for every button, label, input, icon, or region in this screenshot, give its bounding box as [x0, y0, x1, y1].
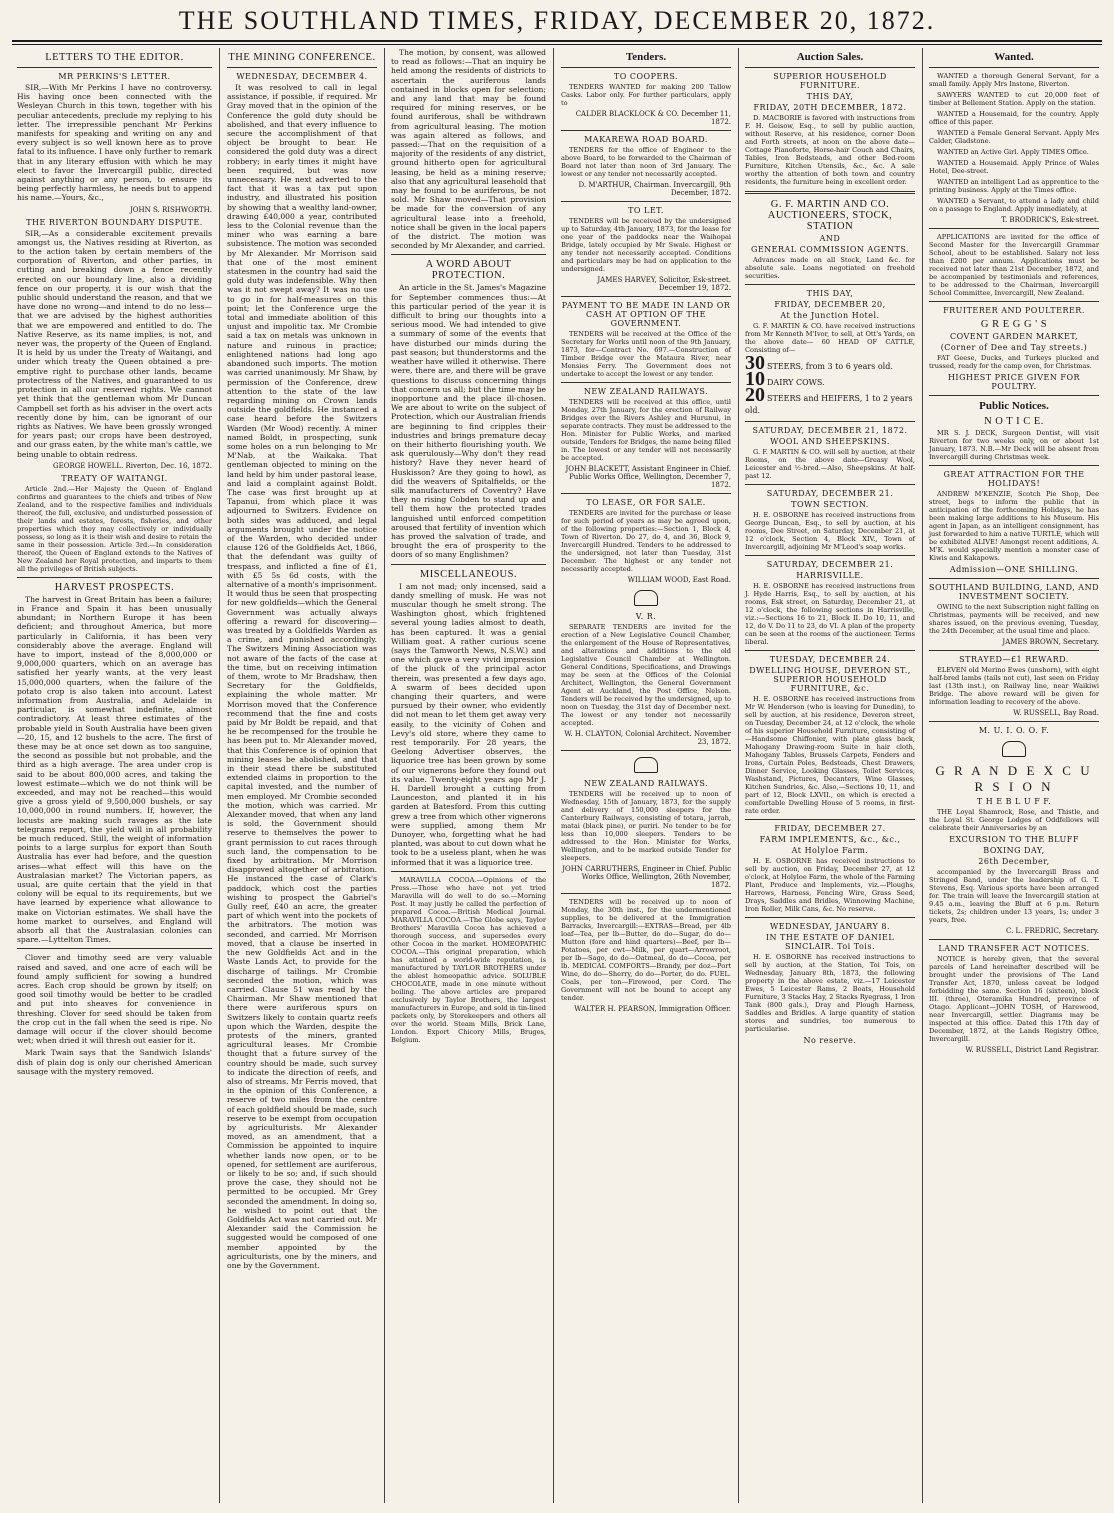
wanted-ad: WANTED a Housemaid. Apply Prince of Wales Hotel, Dee-street. — [929, 159, 1099, 175]
signature: C. L. FREDRIC, Secretary. — [1005, 927, 1099, 935]
advert-heading: G. F. MARTIN AND CO. AUCTIONEERS, STOCK, STATION — [767, 199, 893, 232]
advert-date: SATURDAY, DECEMBER 21. — [766, 489, 894, 498]
advert-body: H. E. OSBORNE has received instructions to sell by auction, on Friday, December 27, at 12 o'clock, at Holyloe Farm, the whole of the Farming Plant, Produce and Implements, viz.—Ploughs, Harrows, Harness, Fencing Wire, Grass Seed, Drays, Saddles and Bridles, Winnowing Machine, Iron Roller, Milk Cans, &c. No reserve. — [745, 857, 915, 913]
advert-heading: WOOL AND SHEEPSKINS. — [770, 437, 890, 446]
advert-date: FRIDAY, DECEMBER 27. — [774, 824, 886, 833]
wanted-ad: SAWYERS WANTED to cut 20,000 feet of timber at Bellement Station. Apply on the station. — [929, 91, 1099, 107]
advert-body: FAT Geese, Ducks, and Turkeys plucked and trussed, ready for the camp oven, for Christmas. — [929, 354, 1099, 370]
vr-mark: V. R. — [635, 612, 657, 621]
article-heading: MISCELLANEOUS. — [419, 568, 518, 580]
advert-footer: HIGHEST PRICE GIVEN FOR POULTRY. — [947, 373, 1081, 391]
advert-heading: HARRISVILLE. — [796, 571, 864, 580]
article-heading: HARVEST PROSPECTS. — [54, 581, 175, 593]
advert-subheading: T H E B L U F F. — [976, 797, 1052, 806]
article-body: It was resolved to call in legal assistance, if possible, if required. Mr Gray moved that in the opinion of the Conference the gold duty should be abolished, and that every influence to secure the accomplishment of that object be brought to bear. He considered the gold duty was a direct robbery; in early times it might have been required, but was now unnecessary. He next adverted to the fact that it was a tax put upon industry, and illustrated his position by showing that a wealthy land-owner, drawing £40,000 a year, contributed less to the Colonial revenue than the miner who was earning a bare subsistence. The motion was seconded by Mr Alexander. Mr Morrison said that one of the most eminent statesmen in the country had said the gold duty was indefensible. Why then was it not swept away? It was no use to go in for half-measures on this point; let the Conference urge the total and immediate abolition of this unjust and impolitic tax. Mr Crombie said a tax on metals was unknown in nature and ruinous in practice; enlightened nations had long ago abandoned such imports. The motion was carried unanimously. Mr Shaw, by permission of the Conference, drew attention to the state of the law regarding mining on Crown lands outside the goldfields. He instanced a case heard before the Switzers Warden (Mr Wood) recently. A miner named Boldt, in prospecting, sunk some holes on a run belonging to Mr M'Nab, at the Waikaka. That gentleman objected to mining on the land held by him under pastoral lease, and laid a complaint against Boldt. The case was first brought up at Tapanui, from which place it was adjourned to Switzers. Evidence on both sides was adduced, and legal arguments brought under the notice of the Warden, who decided under clause 126 of the Goldfields Act, 1866, that the defendant was guilty of trespass, and inflicted a fine of £1, with £5 5s 6d costs, with the alternative of a month's imprisonment. It would thus be seen that prospecting for new goldfields—which the General Government was actually always offering a reward for discovering—was treated by a Goldfields Warden as a crime, and punished accordingly. The Switzers Mining Association was not aware of the facts of the case at the time, but on receiving intimation of them, wrote to Mr Bradshaw, then Secretary for the Goldfields, explaining the whole matter. Mr Morrison moved that the Conference recommend that the fine and costs paid by Mr Boldt be repaid, and that he be recompensed for the trouble he has been put to. Mr Alexander moved, that this Conference is of opinion that mining leases be abolished, and that in their stead there be substituted extended claims in proportion to the capital invested, and the number of men employed. Mr Crombie seconded the motion, which was carried. Mr Alexander moved, that when any land is sold, the Government should reserve to themselves the power to grant permission to cut races through such land, the compensation to be fixed by arbitration. Mr Morrison disapproved altogether of arbitration. He instanced the case of Clark's paddock, which cost the parties wishing to prospect the Gabriel's Gully reef, £40 an acre, the greater part of which went into the pockets of the arbitrators. The motion was seconded, and carried. Mr Morrison moved, that a clause be inserted in the new Goldfields Act and in the Waste Lands Act, to provide for the discharge of tailings. Mr Crombie seconded the motion, which was carried. Clause 51 was read by the Chairman. Mr Shaw mentioned that there were auriferous spurs on Switzers likely to contain quartz reefs upon which the Warden, despite the protests of the miners, granted agricultural leases. Mr Crombie thought that a future survey of the country should be made, such survey to indicate the direction of reefs, and also of streams. Mr Ferris moved, that in the opinion of this Conference, a reserve of two miles from the centre of each goldfield should be made, such reserve to be exempt from occupation by agriculturists. Mr Alexander moved, as an amendment, that a Commission be appointed to inquire whether lands now open, or to be opened, for settlement are auriferous, or likely to be so; and, if such should prove the case, they should not be permitted to be occupied. Mr Grey seconded the amendment. In doing so, he wished to point out that the Goldfields Act was not carried out. Mr Alexander said the Commission he suggested would be composed of one member appointed by the agriculturists, one by the miners, and one by the Government. — [227, 83, 377, 1270]
advert-date: WEDNESDAY, JANUARY 8. — [770, 922, 890, 931]
advert-heading: PAYMENT TO BE MADE IN LAND OR CASH AT OPTION OF THE GOVERNMENT. — [561, 301, 731, 328]
masthead: THE SOUTHLAND TIMES, FRIDAY, DECEMBER 20, 1872. — [178, 6, 936, 35]
wanted-ad: WANTED a Servant, to attend a lady and child on a passage to England. Apply immediately, at — [929, 197, 1099, 213]
advert-body: accompanied by the Invercargill Brass and Stringed Band, under the leadership of G. T. Stevens, Esq. Various sports have been arranged for. The train will leave the Invercargill station at 9.45 a.m., leaving the Bluff at 6 p.m. Return tickets, 2s; children under 13 years, 1s; under 3 years, free. — [929, 868, 1099, 924]
category-heading: Wanted. — [994, 51, 1034, 63]
column-auctions — [740, 48, 920, 1503]
cattle-desc: DAIRY COWS. — [767, 378, 825, 387]
advert-heading: DWELLING HOUSE, DEVERON ST., SUPERIOR HOUSEHOLD FURNITURE, &c. — [749, 666, 911, 693]
column-divider — [219, 48, 220, 1503]
advert-body: ELEVEN old Merino Ewes (unshorn), with eight half-bred lambs (tails not cut), last seen on Friday last (13th inst.), on Railway line, near Waikiwi Bridge. The above reward will be given for information leading to recovery of the above. — [929, 666, 1099, 706]
advert-date: THIS DAY, — [806, 289, 854, 298]
signature: JOHN BLACKETT, Assistant Engineer in Chief. Public Works Office, Wellington, December 7, 1872. — [565, 465, 731, 489]
signature: JAMES BROWN, Secretary. — [1002, 638, 1099, 646]
article-heading: THE RIVERTON BOUNDARY DISPUTE. — [26, 217, 203, 227]
column-letters — [12, 48, 217, 1503]
advert-body: SEPARATE TENDERS are invited for the erection of a New Legislative Council Chamber, the enlargement of the House of Representatives, and alterations and additions to the old Legislative Council Chamber at Wellington. General Conditions, Specifications, and Drawings may be seen at the Offices of the Colonial Architect, Wellington, the General Government Agent at Auckland, the Post Office, Nelson. Tenders will be received by the undersigned, up to noon on Tuesday, the 31st day of December next. The lowest or any tender not necessarily accepted. — [561, 623, 731, 727]
advert-heading: G R A N D E X C U R S I O N — [935, 763, 1093, 794]
advert-subheading: BOXING DAY, — [983, 846, 1045, 855]
wanted-ad: WANTED an intelligent Lad as apprentice to the printing business. Apply at the Times office. — [929, 178, 1099, 194]
advert-heading: NEW ZEALAND RAILWAYS. — [583, 779, 709, 788]
wanted-ad: WANTED a thorough General Servant, for a small family. Apply Mrs Instone, Riverton. — [929, 72, 1099, 88]
advert-heading: FARM IMPLEMENTS, &c., &c., — [759, 835, 901, 844]
advert-body: TENDERS will be received up to noon of Monday, the 30th inst., for the undermentioned supplies, to be delivered at the Immigration Barracks, Invercargill:—EXTRAS—Bread, per 4lb loaf—Tea, per lb—Butter, do do—Sugar, do do—Mutton (fore and hind quarters)—Beef, per lb—Potatoes, per cwt—Milk, per quart—Arrowroot, per lb—Sago, do do—Oatmeal, do do—Cocoa, per lb. MEDICAL COMFORTS—Brandy, per doz—Port Wine, do do—Sherry, do do—Porter, do do. FUEL. Coals, per ton—Firewood, per Cord. The Government will not be bound to accept any tender. — [561, 898, 731, 1002]
advert-body: TENDERS WANTED for making 200 Tallow Casks. Labor only. For further particulars, apply to — [561, 83, 731, 107]
article-body: An article in the St. James's Magazine for September commences thus:—At this particular period of the year it is difficult to bring our thoughts into a serious mood. We had intended to give a summary of some of the events that have disturbed our minds during the past season; but thunderstorms and the weather have willed it otherwise. There were, there are, and there will be grave questions to discuss concerning things that concern us all; but the time may be inopportune and the place ill-chosen. We are about to write on the subject of Protection, which our Australian friends are beginning to find cripples their industries and brings premature decay on their hitherto flourishing youth. We ask querulously—Why don't they read history? Have they never heard of Huskisson? Are they going to howl, as did the weavers of Spitalfields, or the silk manufacturers of Coventry? Have they no rising Cobden to stand up and tell them how the protected trades languished until enforced competition aroused that fertility of invention which has proved the salvation of trade, and brought the era of prosperity to the doors of so many Englishmen? — [391, 283, 546, 560]
signature: D. M'ARTHUR, Chairman. Invercargill, 9th December, 1872. — [578, 181, 731, 197]
advert-heading: G R E G G ' S — [980, 319, 1048, 330]
advert-body: TENDERS will be received at this office, until Monday, 27th January, for the erection of Railway Bridges over the Rivers Ashley and Hurunui, in separate contracts. They must be addressed to the Hon. Minister for Public Works, and marked outside, Tenders for Bridges, the name being filled in. The lowest or any tender will not necessarily be accepted. — [561, 398, 732, 462]
cattle-count: 10 — [745, 368, 765, 390]
article-heading: TREATY OF WAITANGI. — [61, 473, 168, 483]
advert-body: ANDREW M'KENZIE, Scotch Pie Shop, Dee street, begs to inform the public that in anticipation of the forthcoming Holidays, he has been making large additions to his Museum. His agent in Japan, as an intelligent consignment, has just forwarded to him a native TURTLE, which will be exhibited ALIVE! Amongst recent additions, A. M'K. would specially mention a monster case of Kiwis and Kakapows. — [929, 490, 1099, 562]
column-divider — [384, 48, 385, 1503]
signature: W. RUSSELL, District Land Registrar. — [965, 1046, 1099, 1054]
signature: W. RUSSELL, Bay Road. — [1013, 709, 1099, 717]
advert-subheading: AND — [819, 234, 841, 243]
column-divider — [922, 48, 923, 1503]
advert-heading: LAND TRANSFER ACT NOTICES. — [938, 944, 1090, 953]
advert-subheading: COVENT GARDEN MARKET, — [949, 332, 1079, 341]
article-body: Mark Twain says that the Sandwich Islands' dish of plain dog is only our cherished American sausage with the mystery removed. — [17, 1048, 212, 1076]
column-mining — [222, 48, 382, 1503]
masthead-rule — [12, 40, 1102, 42]
advert-footer: Admission—ONE SHILLING. — [949, 565, 1079, 574]
advert-heading: N O T I C E. — [984, 416, 1044, 427]
royal-crest-icon — [561, 757, 731, 773]
cattle-count: 20 — [745, 384, 765, 406]
advert-heading: TOWN SECTION. — [791, 500, 869, 509]
column-wanted — [924, 48, 1104, 1503]
article-body: Clover and timothy seed are very valuable raised and saved, and one acre of each will be found amply sufficient for sowing a hundred acres. Each crop should be grown by itself; on good soil timothy would be better to be cradled and put into sheaves for convenience in threshing. Clover for seed should be taken from the crop cut in the fall when the seed is ripe. No damage will occur if the clover should become wet; when dried it will thresh out easier for it. — [17, 953, 212, 1046]
advert-heading: TO LET. — [628, 206, 664, 215]
advert-body: TENDERS for the office of Engineer to the above Board, to be forwarded to the Chairman of Board not later than noon of 3rd January. The lowest or any tender not necessarily accepted. — [561, 146, 731, 178]
advert-body: H. E. OSBORNE has received instructions from Mr W. Henderson (who is leaving for Dunedin), to sell by auction, at his residence, Deveron street, on Tuesday, December 24, at 12 o'clock, the whole of his superior Household Furniture, consisting of—Handsome Chiffonier, with plate glass back, Mahogany Drawing-room Suite in hair cloth, Mahogany Tables, Brussels Carpets, Fenders and Irons, Curtain Poles, Bedsteads, Chest Drawers, Dinner Service, Looking Glasses, Toilet Services, Washstand, Pictures, Decanters, Wine Glasses, Kitchen Sundries, &c. Also,—Sections 10, 11, and part of 12, Block LXVII., on which is erected a comfortable Dwelling House of 5 rooms, in first-rate order. — [745, 695, 915, 815]
advert-date: TUESDAY, DECEMBER 24. — [769, 655, 891, 664]
article-heading: MR PERKINS'S LETTER. — [58, 72, 171, 81]
cattle-list — [745, 352, 915, 417]
advert-body: H. E. OSBORNE has received instructions to sell by auction, at the Station, Toi Tois, on Wednesday, January 8th, 1873, the following property in the above estate, viz.—17 Leicester Ewes, 5 Leicester Rams, 2 Boats, Household Furniture, 3 Stacks Hay, 2 Stacks Ryegrass, 1 Iron Tank (800 gals.), Dray and Plough Harness, Saddles and Bridles. A large quantity of station stores and sundries, too numerous to particularise. — [745, 953, 915, 1033]
advert-body: H. E. OSBORNE has received instructions from J. Hyde Harris, Esq., to sell by auction, at his rooms, Esk street, on Saturday, December 21, at 12 o'clock, the following sections in Harrisville, viz.:—Sections 16 to 21, Block II. Do 10, 11, and 12, do V. Do 11 to 23, do VI. A plan of the property can be seen at the rooms of the auctioneer. Terms liberal. — [745, 582, 915, 646]
signature: JOHN S. RISHWORTH. — [129, 205, 212, 214]
advert-heading: IN THE ESTATE OF DANIEL SINCLAIR. Toi Tois. — [765, 933, 895, 951]
advert-address: (Corner of Dee and Tay streets.) — [940, 343, 1088, 352]
category-heading: Public Notices. — [979, 400, 1049, 412]
article-body: I am not mad; only incensed, said a dandy smelling of musk. He was not muscular though he smelt strong. The Washington ghost, which frightened several young ladies almost to death, has been captured. It was a genial William goat. A rather curious scene (says the Tamworth News, N.S.W.) and one which gave a very vivid impression of the pluck of the principal actor therein, was presented a few days ago. A swarm of bees decided upon changing their quarters, and were pursued by their owner, who evidently did not mean to let them get away very easily, to the vicinity of Cohen and Levy's old store, where they came to rest temporarily. For 28 years, the Geelong Advertiser observes, the liquorice tree has been grown by some of our vignerons before they found out its value. Twenty-eight years ago Mr J. H. Dardell brought a cutting from Launceston, and planted it in his garden at Batesford. From this cutting grew a tree from which other vignerons were supplied, among them Mr Dunoyer, who, forgetting what he had planted, was about to cut down what he took to be a useless plant, when he was informed that it was a liquorice tree. — [391, 581, 546, 867]
signature: GEORGE HOWELL. Riverton, Dec. 16, 1872. — [53, 461, 212, 470]
column-protection — [386, 48, 551, 1503]
advert-body: G. F. MARTIN & CO. will sell by auction, at their Rooms, on the above date—Greasy Wool, Leicester and ½-bred.—Also, Sheepskins. At half-past 12. — [745, 448, 915, 480]
advert-date: SATURDAY, DECEMBER 21. — [766, 560, 894, 569]
advert-body: H. E. OSBORNE has received instructions from George Duncan, Esq., to sell by auction, at his rooms, Dee Street, on Saturday, December 21, at 12 o'clock, Section 4, Block XIV., Town of Invercargill, adjoining Mr M'Leod's soap works. — [745, 511, 915, 551]
signature: JAMES HARVEY, Solicitor, Esk-street. December 19, 1872. — [597, 276, 731, 292]
signature: WILLIAM WOOD, East Road. — [627, 576, 731, 584]
masthead-rule-thin — [12, 44, 1102, 45]
advert-body: APPLICATIONS are invited for the office of Second Master for the Invercargill Grammar School, about to be established. Salary not less than £200 per annum. Applications must be received not later than 21st December, 1872, and be accompanied by testimonials and references, to be addressed to the Chairman, Invercargill School Committee, Invercargill, New Zealand. — [929, 233, 1099, 297]
advert-body: NOTICE is hereby given, that the several parcels of Land hereinafter described will be brought under the provisions of The Land Transfer Act, 1870, unless caveat be lodged forbidding the same. Section 16 (sixteen), block III. (three), Oteramika Hundred, province of Otago. Applicant—JOHN TOSH, of Harewood, near Invercargill, settler. Diagrams may be inspected at this office. Dated this 17th day of December, 1872, at the Lands Registry Office, Invercargill. — [929, 955, 1099, 1043]
advert-heading: TO COOPERS. — [613, 72, 679, 81]
wanted-ad: WANTED a Female General Servant. Apply Mrs Calder, Gladstone. — [929, 129, 1099, 145]
cattle-count: 30 — [745, 352, 765, 374]
advert-heading: MAKAREWA ROAD BOARD. — [584, 135, 708, 144]
article-body: Article 2nd.—Her Majesty the Queen of England confirms and guarantees to the chiefs and tribes of New Zealand, and to the respective families and individuals thereof, the full, exclusive, and undisturbed possession of their lands and estates, forests, fisheries, and other properties which they may collectively or individually possess, so long as it is their wish and desire to retain the same in their possession. Article 3rd.—In consideration thereof, the Queen of England extends to the Natives of New Zealand her Royal protection, and imparts to them all the privileges of British subjects. — [17, 484, 212, 573]
wanted-ad: WANTED a Housemaid, for the country. Apply office of this paper. — [929, 110, 1099, 126]
advert-body: OWING to the next Subscription night falling on Christmas, payments will be received, and new shares issued, on the previous evening, Tuesday, the 24th December, at the usual time and place. — [929, 603, 1099, 635]
advert-heading: GREAT ATTRACTION FOR THE HOLIDAYS! — [943, 470, 1085, 488]
advert-body: Advances made on all Stock, Land &c. for absolute sale. Loans negotiated on freehold securities. — [745, 256, 915, 280]
signature: JOHN CARRUTHERS, Engineer in Chief. Public Works Office, Wellington, 26th November, 1872. — [562, 865, 731, 889]
column-divider — [553, 48, 554, 1503]
advert-cocoa: MARAVILLA COCOA.—Opinions of the Press.—Those who have not yet tried Maravilla will do well to do so.—Morning Post. It may justly be called the perfection of prepared Cocoa.—British Medical Journal. MARAVILLA COCOA.—The Globe says, Taylor Brothers' Maravilla Cocoa has achieved a thorough success, and supersedes every other Cocoa in the market. HOMEOPATHIC COCOA.—This original preparation, which has attained a world-wide reputation, is manufactured by TAYLOR BROTHERS under the ablest homeopathic advice. SOLUBLE CHOCOLATE, made in one minute without boiling. The above articles are prepared exclusively by Taylor Brothers, the largest manufacturers in Europe, and sold in tin-lined packets only, by Storekeepers and others all over the world. Steam Mills, Brick Lane, London. Export Chicory Mills, Bruges, Belgium. — [391, 875, 546, 1044]
advert-heading: SUPERIOR HOUSEHOLD FURNITURE. — [773, 72, 887, 90]
signature: T. BRODRICK'S, Esk-street. — [1001, 216, 1099, 224]
advert-subheading: EXCURSION TO THE BLUFF — [949, 835, 1079, 844]
category-heading: Auction Sales. — [796, 51, 864, 63]
advert-heading: M. U. I. O. O. F. — [978, 726, 1050, 735]
advert-footer: No reserve. — [803, 1036, 857, 1045]
advert-heading: FRUITERER AND POULTERER. — [943, 306, 1085, 315]
advert-body: TENDERS will be received at the Office of the Secretary for Works until noon of the 9th January, 1873, for—Contract No. 697.—Construction of Timber Bridge over the Mataura River, near Mensies Ferry. The Government does not undertake to accept the lowest or any tender. — [561, 330, 731, 378]
section-title: LETTERS TO THE EDITOR. — [45, 52, 184, 63]
cattle-desc: STEERS, from 3 to 6 years old. — [767, 362, 893, 371]
column-divider — [738, 48, 739, 1503]
article-date: WEDNESDAY, DECEMBER 4. — [236, 72, 368, 81]
article-heading: A WORD ABOUT PROTECTION. — [425, 259, 512, 282]
article-body: SIR,—As a considerable excitement prevails amongst us, the Natives residing at Riverton, as to the action taken by certain members of the corporation of Riverton, and other parties, in cutting and breaking down a fence recently erected on our boundary line, also a dividing fence on our property, it is our wish that the public should understand the reason, and that we have done no wrong—and intend to do no less—that we are advised by the highest authorities that we are empowered and entitled to do. The Native Reserve, as its name implies, is not, and never was, the property of the Queen of England. It is held by us under the Treaty of Waitangi, and under which treaty the Queen obtained a pre-emptive right to purchase other lands, became protectress of the Natives, and guaranteed to us protection in all our reserved rights. We cannot yet think that the gentleman whom Mr Duncan Campbell set forth as his adviser in the overt acts recently done by him, can be ignorant of our rights as Natives. We have been grossly wronged for years past; our crops have been destroyed, and our grass eaten, by the white man's cattle, we being unable to obtain redress. — [17, 228, 212, 459]
oddfellows-emblem-icon — [929, 741, 1099, 757]
advert-body: TENDERS will be received by the undersigned up to Saturday, 4th January, 1873, for the lease for one year of the paddocks near the Waihopai Bridge, lately occupied by Mr Swale. Highest or any tender not necessarily accepted. Conditions and particulars may be had on application to the undersigned. — [561, 217, 731, 273]
advert-heading: STRAYED—£1 REWARD. — [959, 655, 1069, 664]
category-heading: Tenders. — [625, 51, 667, 63]
cattle-desc: STEERS and HEIFERS, 1 to 2 years old. — [745, 394, 913, 415]
advert-date: FRIDAY, DECEMBER 20, — [774, 300, 886, 309]
advert-date: FRIDAY, 20TH DECEMBER, 1872. — [753, 103, 907, 112]
advert-body: MR S. J. DECK, Surgeon Dentist, will visit Riverton for two weeks only, on or about 1st January, 1873. N.B.—Mr Deck will be absent from Invercargill during Christmas week. — [929, 429, 1099, 461]
advert-body: TENDERS are invited for the purchase or lease for such period of years as may be agreed upon, of the following properties:—Section 1, Block 4, Town of Riverton. Do 27, do 4, and 36, Block 9, Invercargill Hundred. Tenders to be addressed to the undersigned, not later than Tuesday, 31st December. The highest or any tender not necessarily accepted. — [561, 509, 731, 573]
advert-date: 26th December, — [978, 857, 1050, 866]
signature: W. H. CLAYTON, Colonial Architect. November 23, 1872. — [564, 730, 731, 746]
royal-crest-icon — [561, 590, 731, 606]
advert-place: At the Junction Hotel. — [780, 311, 880, 320]
advert-body: D. MACBORIE is favored with instructions from F. H. Geisow, Esq., to sell by public auction, without Reserve, at his residence, corner Doon and Forth streets, at noon on the above date—Cottage Pianoforte, Horse-hair Couch and Chairs, Tables, Iron Bedsteads, and other Bed-room Furniture, Kitchen Utensils, &c., &c. A sale worthy the attention of both town and country residents, the furniture being in excellent order. — [745, 114, 915, 186]
advert-heading: SOUTHLAND BUILDING, LAND, AND INVESTMENT SOCIETY. — [929, 583, 1099, 601]
advert-body: THE Loyal Shamrock, Rose, and Thistle, and the Loyal St. George Lodges of Oddfellows will celebrate their Anniversaries by an — [929, 808, 1099, 832]
column-tenders — [556, 48, 736, 1503]
advert-body: TENDERS will be received up to noon of Wednesday, 15th of January, 1873, for the supply and delivery of 150,000 sleepers for the Canterbury Railways, consisting of totara, jarrah, matai (black pine), or puriri. No tender to be for less than 10,000 sleepers. Tenders to be addressed to the Hon. Minister for Works, Wellington, and to be marked outside Tender for sleepers. — [561, 790, 731, 862]
article-heading: THE MINING CONFERENCE. — [228, 52, 376, 63]
article-body: The motion, by consent, was allowed to read as follows:—That an inquiry be held among the residents of districts to ascertain the auriferous lands contained in blocks open for selection; and any land that may be found required for mining reserves, or be found auriferous, shall be withdrawn from agricultural leasing. The motion was again altered as follows, and passed:—That on the requisition of a majority of the residents of any district, ground hitherto open for agricultural leasing, be held as a mining reserve; also that any agricultural leasehold that may be found to be auriferous, be not sold. Mr Shaw moved—That provision be made for the conversion of any agricultural lease into a freehold, notice shall be given in the local papers of the district. The motion was seconded by Mr Alexander, and carried. — [391, 48, 546, 251]
article-body: SIR,—With Mr Perkins I have no controversy. His having once been connected with the Wesleyan Church in this town, together with his peculiar antecedents, preclude my replying to his letter. The irrepressible penchant Mr Perkins manifests for speaking and writing on any and every subject is so well known here as to prove fatal to its influence. I have only further to remark that in any literary effusion with which he may elect to favor the Invercargill public, directed against anything or any person, to ensure its being perfectly harmless, he needs but to append his name.—Yours, &c., — [17, 83, 212, 203]
advert-body: G. F. MARTIN & CO. have received instructions from Mr Kenneth M'Ivor, to sell, at Ott's Yards, on the above date— 60 HEAD OF CATTLE, Consisting of— — [745, 322, 915, 354]
advert-heading: NEW ZEALAND RAILWAYS. — [583, 387, 709, 396]
wanted-ad: WANTED an Active Girl. Apply TIMES Office. — [937, 148, 1089, 156]
advert-date: SATURDAY, DECEMBER 21, 1872. — [752, 426, 908, 435]
advert-heading: TO LEASE, OR FOR SALE. — [586, 498, 706, 507]
advert-date: THIS DAY, — [806, 92, 854, 101]
signature: WALTER H. PEARSON, Immigration Officer. — [574, 1005, 731, 1013]
signature: CALDER BLACKLOCK & CO. December 11, 1872. — [575, 110, 731, 126]
article-body: The harvest in Great Britain has been a failure; in France and Spain it has been unusually abundant; in Northern Europe it has been deficient; and throughout America, but more particularly in California, it has been very considerably above the average. England will have to import, instead of the 8,000,000 or 9,000,000 quarters, which on an average has satisfied her yearly wants, at the very least 15,000,000 quarters, when the failure of the potato crop is also taken into account. Latest information from Australia, and Adelaide in particular, is somewhat indefinite, almost contradictory. At least three estimates of the probable yield in South Australia have been given—20, 15, and 12 bushels to the acre. The first of these may be at once set down as too sanguine, the second as possible but not probable, and the third as a high average. The area under crop is said to be about 800,000 acres, and taking the lowest estimate—which we do not think will be exceeded, and may not be reached—this would give a gross yield of 9,500,000 bushels, or say 10,000,000 in round numbers. If, however, the locusts are making such ravages as the late telegrams report, the yield will in all probability be much reduced. Still, the weight of information points to a large surplus for export than South Australia has ever had before, and the question arises—what effect will this have on the Australasian market? The Victorian papers, as usual, are quite certain that the yield in that colony will be equal to its requirements, but we have learned by experience what allowance to make on Victorian estimates. We shall have the home market to ourselves, and England will absorb all that the Australasian colonies can spare.—Lyttelton Times. — [17, 594, 212, 945]
advert-place: At Holyloe Farm. — [791, 846, 869, 855]
advert-subheading: GENERAL COMMISSION AGENTS. — [750, 245, 910, 254]
